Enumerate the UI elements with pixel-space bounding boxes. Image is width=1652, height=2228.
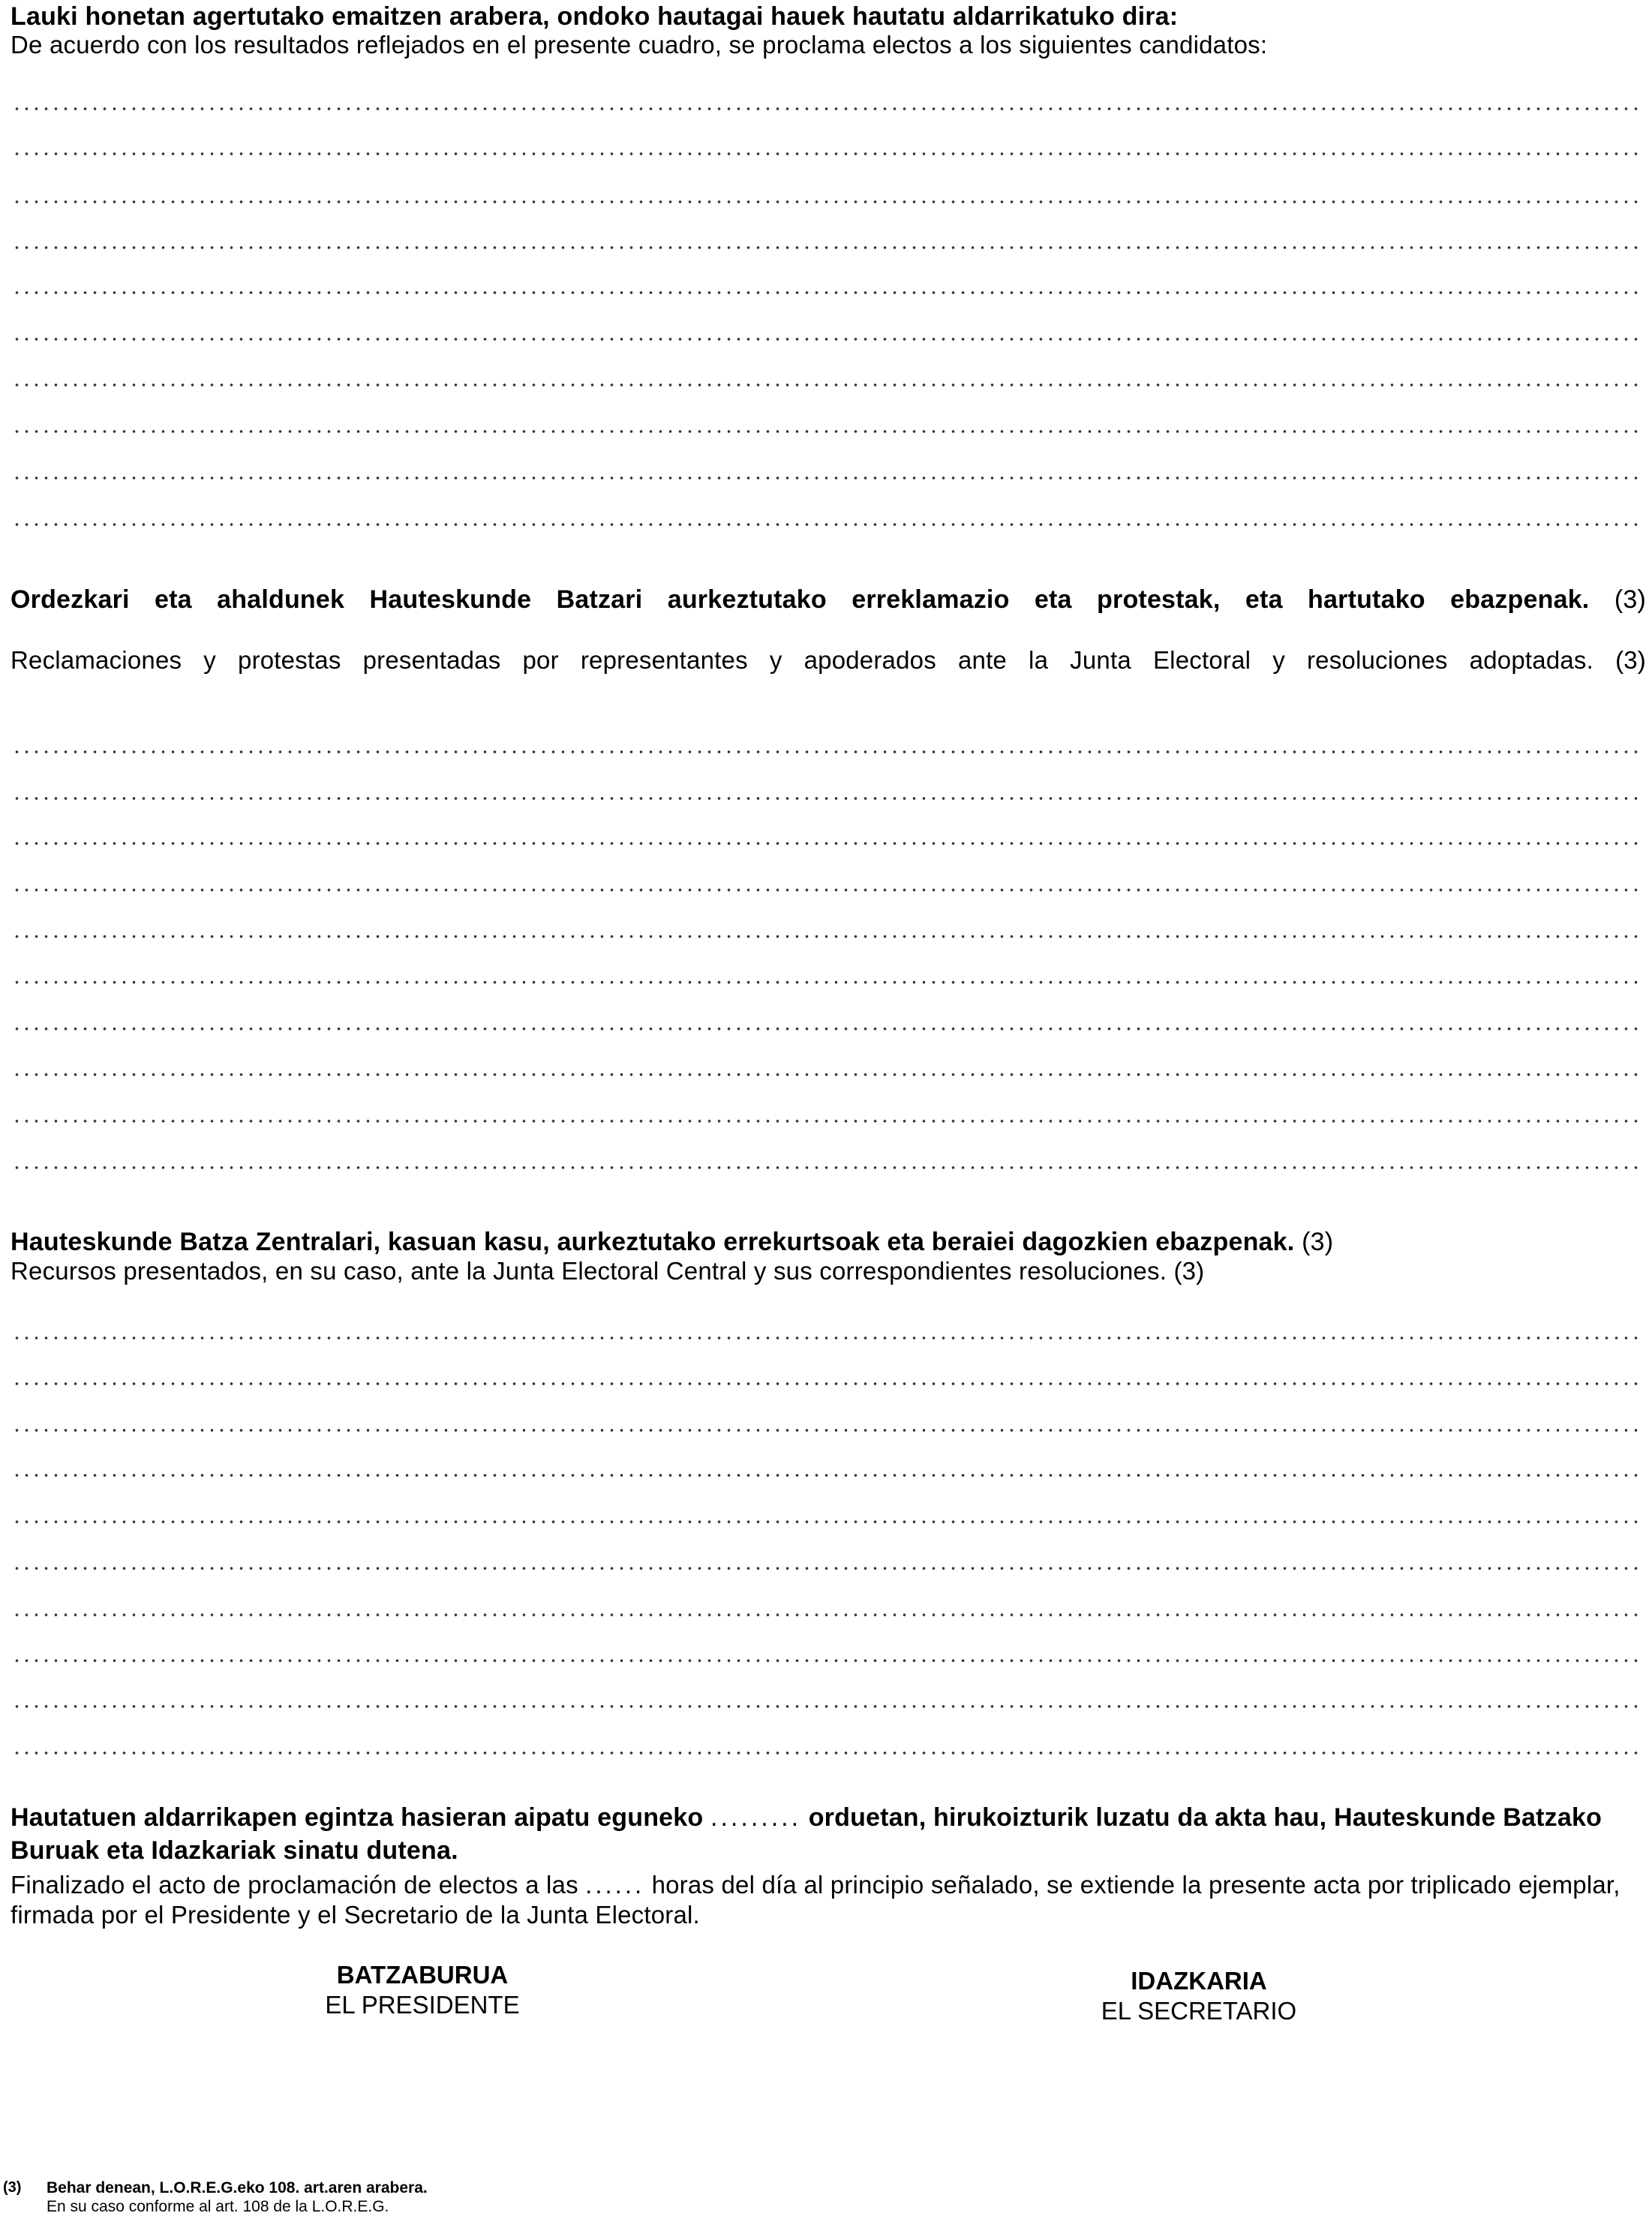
dotted-line[interactable]: [12, 1382, 1640, 1385]
dotted-line[interactable]: [12, 523, 1640, 526]
dotted-line[interactable]: [12, 1520, 1640, 1523]
dotted-line[interactable]: [12, 1659, 1640, 1662]
president-signature-block[interactable]: [235, 1960, 610, 2020]
closing-statement-basque: [11, 1801, 1646, 1867]
president-title-basque: BATZABURUA: [336, 1961, 509, 1989]
secretary-title-spanish: EL SECRETARIO: [1101, 1997, 1297, 2025]
dotted-line[interactable]: [12, 1166, 1640, 1169]
dotted-line[interactable]: [12, 935, 1640, 938]
claims-heading-basque-text: Ordezkari eta ahaldunek Hauteskunde Batzari aurkeztutako erreklamazio eta protestak, eta hartutako ebazpenak.: [11, 585, 1590, 614]
footnote-spanish: En su caso conforme al art. 108 de la L.O.R.E.G.: [47, 2198, 389, 2215]
dotted-line[interactable]: [12, 1336, 1640, 1340]
dotted-line[interactable]: [12, 477, 1640, 480]
closing-statement-spanish: [11, 1870, 1646, 1930]
footnote-ref: (3): [1615, 646, 1646, 674]
dotted-line[interactable]: [12, 430, 1640, 433]
dotted-line[interactable]: [12, 842, 1640, 845]
dotted-line[interactable]: [12, 246, 1640, 249]
closing-statement-basque-part2: orduetan, hirukoizturik luzatu da akta hau, Hauteskunde Batzako Buruak eta Idazkariak sinatu dutena.: [11, 1803, 1602, 1865]
appeals-heading-basque: [11, 1225, 1646, 1258]
closing-statement-basque-part1: Hautatuen aldarrikapen egintza hasieran aipatu eguneko: [11, 1803, 704, 1832]
claims-heading-spanish: [11, 646, 1646, 674]
dotted-line[interactable]: [12, 1429, 1640, 1432]
dotted-line[interactable]: [12, 750, 1640, 753]
dotted-line[interactable]: [12, 383, 1640, 386]
dotted-line[interactable]: [12, 1474, 1640, 1477]
dotted-line[interactable]: [12, 1120, 1640, 1123]
dotted-line[interactable]: [12, 1073, 1640, 1076]
dotted-line[interactable]: [12, 200, 1640, 203]
appeals-heading-spanish-text: Recursos presentados, en su caso, ante la Junta Electoral Central y sus correspondientes resoluciones.: [11, 1257, 1167, 1285]
dotted-line[interactable]: [12, 1705, 1640, 1708]
hour-blank-spanish[interactable]: ......: [585, 1871, 645, 1899]
footnote-ref: (3): [1614, 585, 1646, 614]
dotted-line[interactable]: [12, 107, 1640, 110]
closing-statement-spanish-part1: Finalizado el acto de proclamación de electos a las: [11, 1871, 578, 1899]
footnote-ref: (3): [1302, 1228, 1334, 1256]
hour-blank-basque[interactable]: .........: [710, 1803, 802, 1832]
dotted-line[interactable]: [12, 981, 1640, 984]
secretary-signature-block[interactable]: [1011, 1966, 1386, 2026]
elected-candidates-heading-basque: Lauki honetan agertutako emaitzen arabera, ondoko hautagai hauek hautatu aldarrikatuko dira:: [11, 2, 1179, 31]
dotted-line[interactable]: [12, 291, 1640, 294]
dotted-line[interactable]: [12, 1567, 1640, 1570]
closing-statement-spanish-part2: horas del día al principio señalado, se extiende la presente acta por triplicado ejemplar, firmada por el Presidente y el Secretario de la Junta Electoral.: [11, 1871, 1620, 1929]
footnote-number: (3): [3, 2179, 22, 2196]
footnote-ref: (3): [1173, 1257, 1205, 1285]
dotted-line[interactable]: [12, 797, 1640, 800]
dotted-line[interactable]: [12, 888, 1640, 892]
footnote-basque: Behar denean, L.O.R.E.G.eko 108. art.aren arabera.: [47, 2179, 428, 2196]
dotted-line[interactable]: [12, 1613, 1640, 1616]
appeals-heading-basque-text: Hauteskunde Batza Zentralari, kasuan kasu, aurkeztutako errekurtsoak eta beraiei dagozkien ebazpenak.: [11, 1228, 1295, 1256]
claims-heading-spanish-text: Reclamaciones y protestas presentadas por representantes y apoderados ante la Junta Electoral y resoluciones adoptadas.: [11, 646, 1593, 674]
dotted-line[interactable]: [12, 152, 1640, 155]
claims-heading-basque: [11, 583, 1646, 616]
dotted-line[interactable]: [12, 1751, 1640, 1754]
elected-candidates-heading-spanish: De acuerdo con los resultados reflejados en el presente cuadro, se proclama electos a los siguientes candidatos:: [11, 31, 1268, 59]
dotted-line[interactable]: [12, 1027, 1640, 1030]
president-title-spanish: EL PRESIDENTE: [325, 1991, 520, 2019]
secretary-title-basque: IDAZKARIA: [1131, 1967, 1267, 1995]
appeals-heading-spanish: [11, 1256, 1646, 1286]
dotted-line[interactable]: [12, 338, 1640, 341]
